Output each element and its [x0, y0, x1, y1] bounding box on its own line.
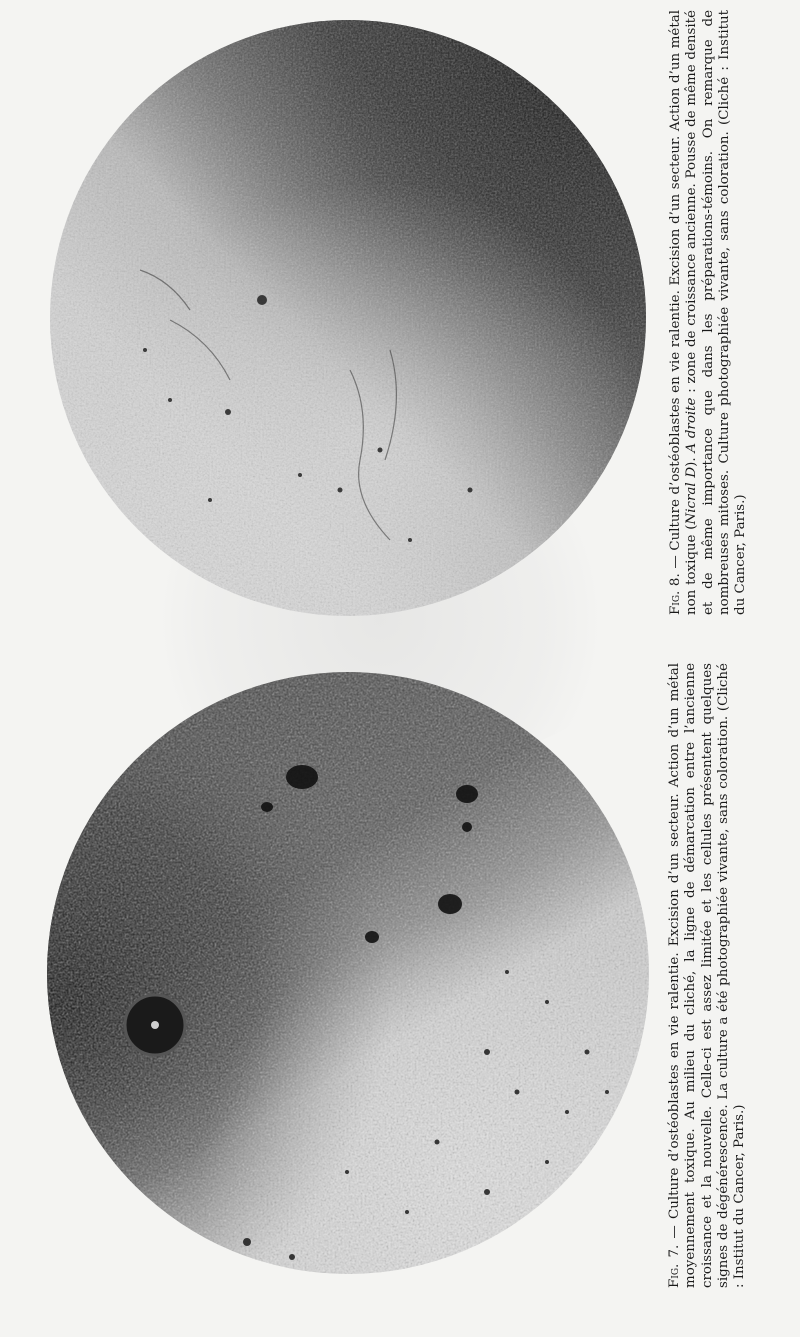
caption-figure-7-text: — Culture d’ostéoblastes en vie ralentie. Excision d’un secteur. Action d’un métal moyennement toxique. Au milieu du cliché, la ligne de démarcation entre l’ancienne croissance et la nouvelle. Celle-ci est assez limitée et les cellules présentent quelques signes de dégénérescence. La culture a été photographiée vivante, sans coloration. (Cliché : Institut du Cancer, Paris.) — [667, 663, 748, 1288]
micrograph-figure-7 — [47, 672, 649, 1274]
caption-figure-8-metal: Nicral D — [684, 466, 700, 525]
caption-figure-8-label: Fig. 8. — [668, 573, 683, 615]
caption-figure-8-text-b: ). — [684, 452, 700, 467]
caption-figure-8-text-c: : zone de croissance ancienne. Pousse de même densité et de même importance que dans les préparations-témoins. On remarque de nombreuses mitoses. Culture photographiée vivante, sans coloration. (Cliché : Institut du Cancer, Paris.) — [684, 10, 749, 615]
micrograph-figure-7-image — [47, 672, 649, 1274]
caption-figure-8-a-droite: A droite — [684, 397, 700, 453]
caption-figure-7 — [667, 663, 748, 1288]
caption-figure-8-text-a: — Culture d’ostéoblastes en vie ralentie. Excision d’un secteur. Action d’un métal non toxique ( — [668, 9, 700, 615]
micrograph-figure-8-image — [50, 20, 646, 616]
caption-figure-8 — [668, 10, 749, 615]
caption-figure-7-label: Fig. 7. — [667, 1244, 682, 1288]
micrograph-figure-8 — [50, 20, 646, 616]
